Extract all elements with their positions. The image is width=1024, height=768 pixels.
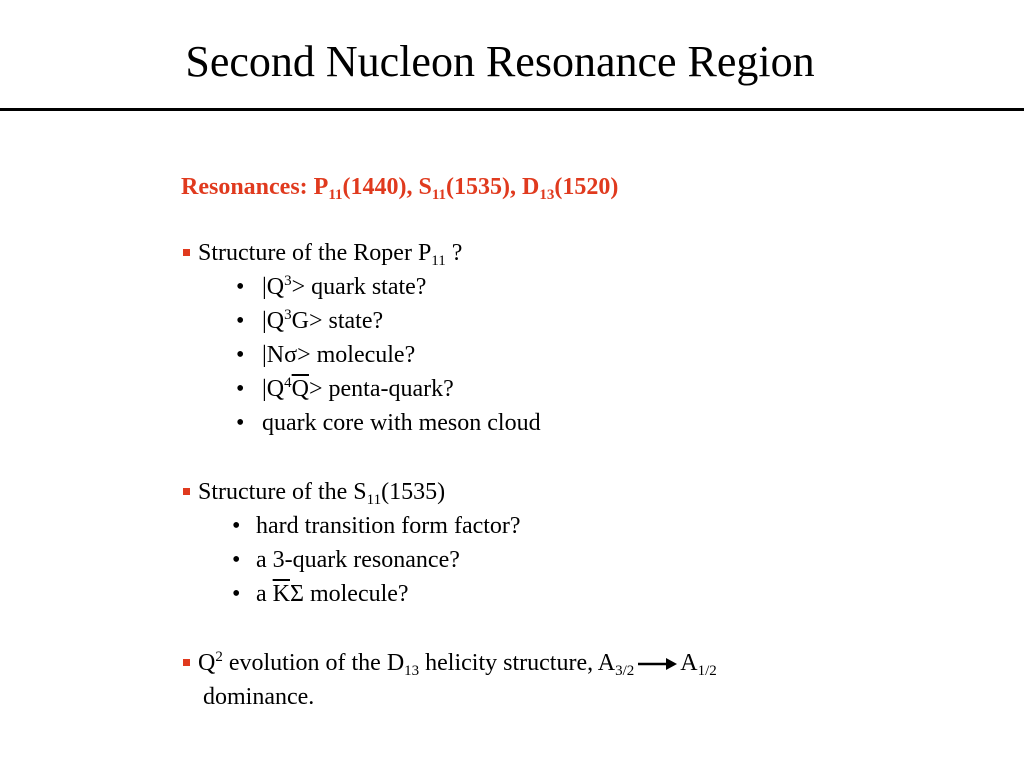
- bullet-icon: •: [236, 308, 245, 334]
- list-item: • $|Q^4\overline{Q}>$ penta-quark?: [236, 375, 454, 402]
- resonances-heading: Resonances: $P_{11}(1440)$, $S_{11}(1535)$, $D_{13}(1520)$: [181, 174, 619, 203]
- list-item: • |Nσ> molecule?: [236, 342, 416, 368]
- bullet-icon: •: [232, 547, 241, 573]
- list-item: • quark core with meson cloud: [236, 410, 541, 436]
- list-item: • hard transition form factor?: [232, 513, 521, 539]
- bullet-icon: •: [236, 410, 245, 436]
- title-divider: [0, 108, 1024, 111]
- bullet-icon: •: [236, 274, 245, 300]
- d13-heading-continued: dominance.: [203, 684, 315, 710]
- square-bullet-icon: [183, 659, 190, 666]
- d13-heading: $Q^2$ evolution of the $D_{13}$ helicity structure, $A_{3/2}$ $A_{1/2}$: [183, 649, 717, 677]
- list-item: • a 3-quark resonance?: [232, 547, 460, 573]
- s11-heading: Structure of the $S_{11}(1535)$: [183, 478, 445, 506]
- roper-heading: Structure of the Roper $P_{11}$ ?: [183, 239, 462, 267]
- page-title: Second Nucleon Resonance Region: [185, 37, 815, 86]
- list-item: • a $\overline{K}\Sigma$ molecule?: [232, 581, 409, 607]
- bullet-icon: •: [236, 376, 245, 402]
- square-bullet-icon: [183, 488, 190, 495]
- bullet-icon: •: [232, 513, 241, 539]
- right-arrow-icon: [636, 656, 678, 672]
- bullet-icon: •: [232, 581, 241, 607]
- square-bullet-icon: [183, 249, 190, 256]
- list-item: • $|Q^3G>$ state?: [236, 307, 384, 334]
- list-item: • $|Q^3>$ quark state?: [236, 273, 427, 300]
- bullet-icon: •: [236, 342, 245, 368]
